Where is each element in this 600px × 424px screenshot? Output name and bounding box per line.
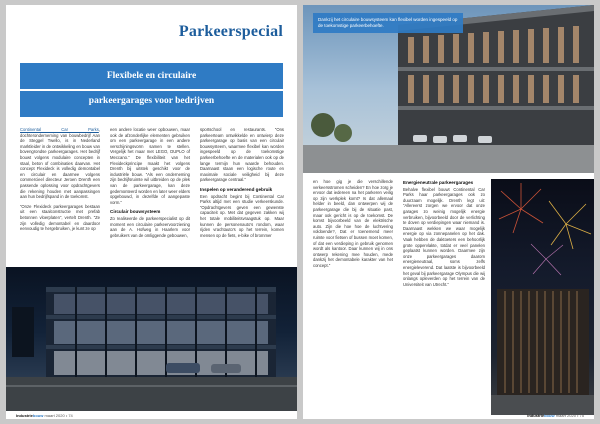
article-column-1: [20, 127, 100, 236]
fireworks-illustration: [491, 179, 594, 415]
page-number: 75: [579, 413, 584, 418]
article-paragraph: Continental Car Parks, dochteronderneming van bouwbedrijf Aan de Steggel Twello, is in Nederland marktleider in de ontwikkeling en bouw van bovengrondse parkeergarages. Het bedrijf bouwt volgens modulaire concepten in staal, beton of combinaties daarvan. Het concept Flexideck is volledig demontabel en circulair en daarmee volgens commercieel directeur Jeroen Drenth een passende oplossing voor opdrachtgevers die rekening houden met aanpassingen aan hun bedrijfspand in de toekomst.: [20, 127, 100, 200]
daytime-parking-garage-photo: [303, 5, 594, 173]
subheading: Circulair bouwsysteem: [110, 209, 161, 215]
article-column-4: [313, 179, 393, 273]
subheading: Inspelen op veranderend gebruik: [200, 186, 273, 192]
headline-divider: [20, 89, 283, 91]
article-column-3: [200, 127, 284, 242]
page-footer-left: Industriebouw maart 2020 • 74: [16, 413, 73, 418]
magazine-spread: [6, 5, 594, 419]
headline-box: [20, 63, 283, 117]
article-paragraph: en hoe gig je die verschillende verkeersstromen scheiden? En hoe zorg je ervoor dat iedereen na het parkeren veilig op zijn werkplek komt? Is dat allemaal helder in beeld, dan ontwerpen wij de parkeergarage die bij de situatie past, maar ook gericht is op de toekomst. De komst bijvoorbeeld van de elektrische auto. Zijn die hoe hoe de luchtvering voldoende?, Dat er toenemend meer ruimte voor fietsen of bussen moet komen, of dat een verdieping in gebruik genomen wordt als kantoor. Daar kunnen wij in ons ontwerp rekening mee houden, mede dankzij het demontabele karakter van het concept.”: [313, 179, 393, 268]
article-paragraph: een andere locatie weer opbouwen, maar ook de afzonderlijke elementen gebruiken om een parkeergarage in een andere verschijningsvorm samen te stellen. Vergelijk het maar met LEGO, DUPLO of Meccano.” De flexibiliteit van het Flexideckprincipe maakt het volgens Drenth bij uitstek geschikt voor de industriële bouw. “Als een onderneming zijn bedrijfsruimte wil uitbreiden op de plek van de parkeergarage, kan deze gedemonteerd worden en later weer elders opgebouwd, in dezelfde of aangepaste vorm.”: [110, 127, 190, 205]
photo-caption: Dankzij het circulaire bouwsysteem kan flexibel worden ingespeeld op de toekomstige parkeerbehoefte.: [313, 13, 463, 33]
headline-line-2: parkeergarages voor bedrijven: [88, 96, 215, 106]
right-page: [303, 5, 594, 419]
left-page: [6, 5, 297, 419]
night-parking-garage-photo: [6, 267, 297, 411]
article-column-5: [403, 179, 485, 291]
article-paragraph: sportschool en restaurants. “Ons parkeerteam ontwikkelde en ontwierp deze parkeergarage op basis van een circulair bouwsysteem, waarmee flexibel kan worden ingespeeld op de toekomstige parkeerbehoefte en de materialen ook op de lange termijn hun waarde behouden. Daarnaast staan een logische route en maximale sociale veiligheid bij deze parkeergarage centraal.”: [200, 127, 284, 183]
article-paragraph: Zo realiseerde de parkeerspecialist op dit moment een circulaire parkeervoorziening aan de A. Hofweg in Haarlem voor gebruikers van de omliggende gebouwen,: [110, 215, 190, 238]
company-link[interactable]: Continental Car Parks: [20, 127, 99, 132]
page-footer-right: Industriebouw maart 2020 • 75: [527, 413, 584, 418]
article-column-2: [110, 127, 190, 242]
page-number: 74: [68, 413, 73, 418]
fireworks-garage-photo: [491, 179, 594, 415]
article-paragraph: “Onze Flexideck parkeergarages bestaan uit een staalconstructie met prefab betonnen vloerplaten”, vertelt Drenth. “Ze zijn volledig demontabel en daardoor eenvoudig te hergebruiken, je kunt ze op: [20, 203, 100, 232]
article-paragraph: Een opdracht begint bij Continental Car Parks altijd met een studie verkeerskunde. “Opdrachtgevers geven een gewenste capaciteit op. Met dat gegeven zakken wij het totale mobiliteitsvraagstuk op. Maar kunnen de personenauto’s rondom, waar rijden vrachtauto’s op het terrein, komen mensen op de fiets, e-bike of brommer: [200, 193, 284, 238]
night-garage-illustration: [6, 267, 297, 411]
headline-line-1: Flexibele en circulaire: [106, 71, 197, 81]
article-paragraph: Behalve flexibel bouwt Continental Car Parks haar parkeergarages ook zo duurzaam mogelijk. Drenth legt uit: “Allereerst zorgen we ervoor dat onze garages zo weinig mogelijk energie verbruiken, bijvoorbeeld door de verlichting te doven op verdiepingen waar niemand is. Daarnaast wekken we waar mogelijk energie op via zonnepanelen op het dak. Vaak hebben de daktoeters een behoorlijk grote oppervlakte, totdat er veel panelen geplaatst kunnen worden. Daarmee zijn onze parkeergarages daarom energieneutraal, soms zelfs energieleverend. Dat laatste is bijvoorbeeld het geval bij parkeergarage Olympus die wij onlangs opleverden op het terrein van de Universiteit van Utrecht.”: [403, 186, 485, 287]
section-title: Parkeerspecial: [178, 23, 283, 40]
subheading: Energieneutrale parkeergarages: [403, 180, 474, 185]
